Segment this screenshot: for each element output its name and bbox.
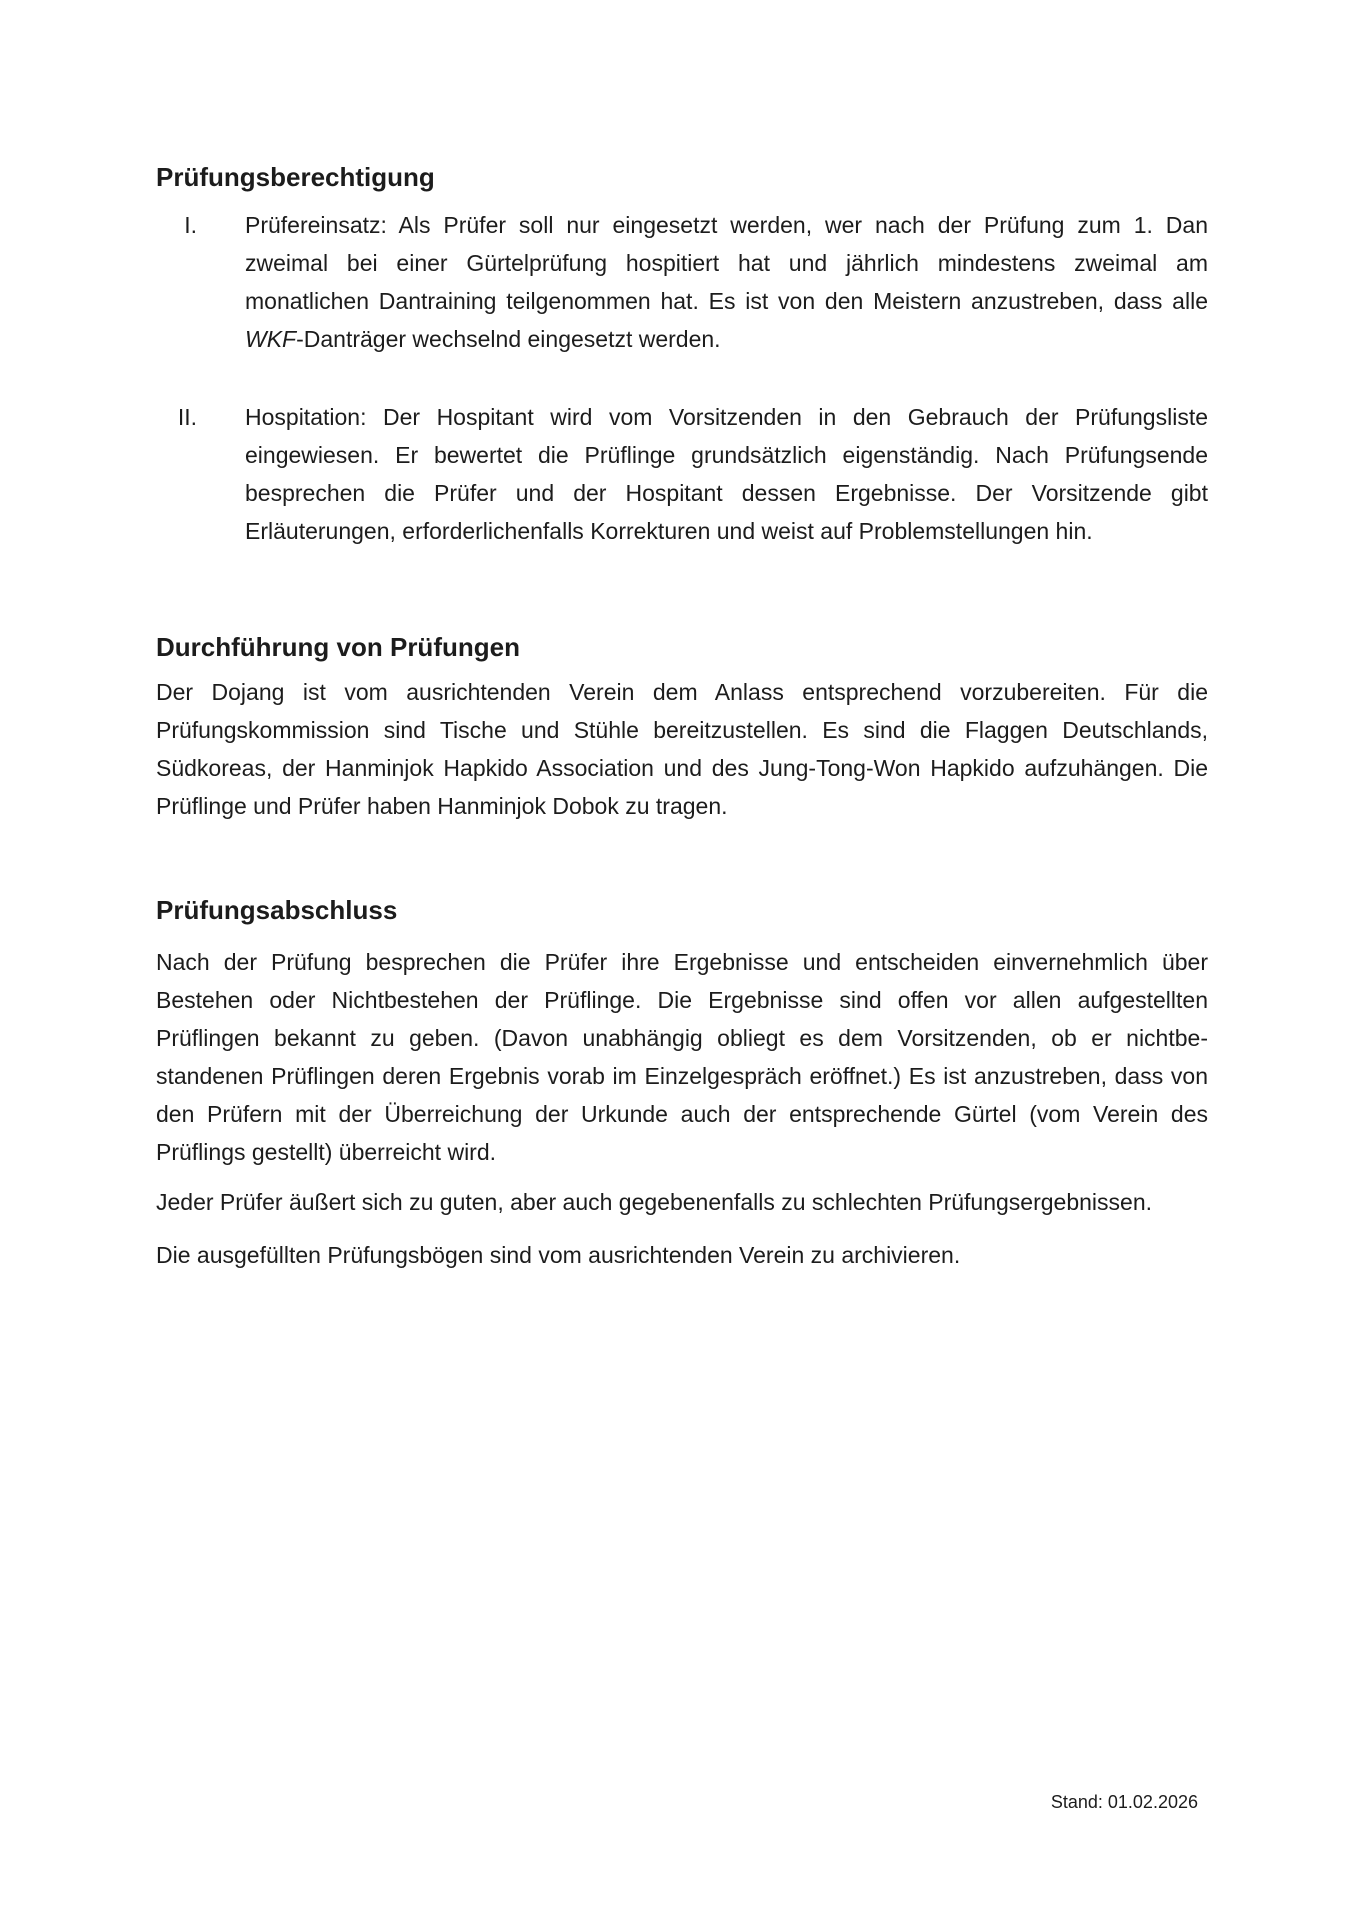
footer-stand-date: Stand: 01.02.2026	[1050, 1792, 1198, 1812]
paragraph-pruefungsabschluss-1: Nach der Prüfung besprechen die Prüfer ihre Ergebnisse und entscheiden einvernehmlich über Bestehen oder Nichtbestehen der Prüflinge. Die Ergebnisse sind offen vor allen aufgestellten Prüflingen bekannt zu geben. (Davon unabhängig obliegt es dem Vorsitzenden, ob er nichtbestandenen Prüflingen deren Ergebnis vorab im Einzelgespräch eröffnet.) Es ist anzustreben, dass von den Prüfern mit der Überreichung der Urkunde auch der entsprechende Gürtel (vom Verein des Prüflings gestellt) überreicht wird.	[156, 949, 1208, 1165]
list-numeral: II.	[177, 404, 197, 430]
list-item-hospitation	[156, 398, 1208, 550]
paragraph-pruefungsabschluss-3: Die ausgefüllten Prüfungsbögen sind vom ausrichtenden Verein zu archivieren.	[156, 1242, 961, 1268]
heading-durchfuehrung-von-pruefungen: Durchführung von Prüfungen	[156, 632, 520, 662]
paragraph-durchfuehrung: Der Dojang ist vom ausrichtenden Verein dem Anlass entsprechend vorzubereiten. Für die Prüfungskommission sind Tische und Stühle bereitzustellen. Es sind die Flaggen Deutschlands, Südkoreas, der Hanminjok Hapkido Association und des Jung-Tong-Won Hapkido aufzuhängen. Die Prüflinge und Prüfer haben Hanminjok Dobok zu tragen.	[156, 679, 1208, 819]
list-item-text-segment: Prüfereinsatz: Als Prüfer soll nur eingesetzt werden, wer nach der Prüfung zum 1. Dan zweimal bei einer Gürtelprüfung hospitiert hat und jährlich mindestens zweimal am monatlichen Dantraining teilgenommen hat. Es ist von den Meistern anzustreben, dass alle	[245, 212, 1208, 314]
list-numeral: I.	[184, 212, 197, 238]
heading-pruefungsabschluss: Prüfungsabschluss	[156, 895, 398, 925]
list-item-text: Hospitation: Der Hospitant wird vom Vorsitzenden in den Gebrauch der Prüfungsliste eingewiesen. Er bewertet die Prüflinge grundsätzlich eigenständig. Nach Prüfungsende besprechen die Prüfer und der Hospitant dessen Ergebnisse. Der Vorsitzende gibt Erläuterungen, erforderlichenfalls Korrekturen und weist auf Problemstellungen hin.	[245, 404, 1208, 544]
paragraph-pruefungsabschluss-2: Jeder Prüfer äußert sich zu guten, aber auch gegebenenfalls zu schlechten Prüfungsergebnissen.	[156, 1189, 1153, 1215]
heading-pruefungsberechtigung: Prüfungsberechtigung	[156, 162, 435, 192]
list-item-pruefereinsatz	[156, 206, 1208, 358]
numbered-list	[156, 206, 1208, 550]
list-item-text-segment: -Danträger wechselnd eingesetzt werden.	[296, 326, 721, 352]
list-item-text-italic: WKF	[245, 326, 297, 352]
